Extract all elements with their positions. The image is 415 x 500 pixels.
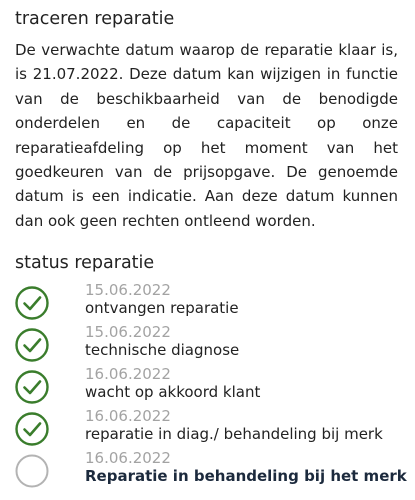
check-circle-icon (15, 412, 49, 446)
status-step-date: 16.06.2022 (85, 365, 171, 383)
repair-tracking-description: De verwachte datum waarop de reparatie klaar is, is 21.07.2022. Deze datum kan wijzigen in functie van de beschikbaarheid van de benodigde onderdelen en de capaciteit op onze reparatieafdeling op het moment van het goedkeuren van de prijsopgave. De genoemde datum is een indicatie. Aan deze datum kunnen dan ook geen rechten ontleend worden. (15, 41, 398, 230)
status-step-awaiting-approval (15, 366, 405, 408)
repair-status-title: status reparatie (15, 253, 155, 273)
repair-status-steps (15, 282, 405, 492)
status-step-label: Reparatie in behandeling bij het merk (85, 467, 407, 485)
empty-circle-icon (15, 454, 49, 488)
check-circle-icon (15, 370, 49, 404)
check-circle-icon (15, 286, 49, 320)
status-step-date: 15.06.2022 (85, 281, 171, 299)
status-step-label: wacht op akkoord klant (85, 383, 261, 401)
status-step-date: 16.06.2022 (85, 407, 171, 425)
status-step-label: reparatie in diag./ behandeling bij merk (85, 425, 383, 443)
status-step-at-brand-diagnosis (15, 408, 405, 450)
status-step-diagnosis (15, 324, 405, 366)
status-step-label: technische diagnose (85, 341, 240, 359)
status-step-label: ontvangen reparatie (85, 299, 239, 317)
check-circle-icon (15, 328, 49, 362)
repair-tracking-title: traceren reparatie (15, 9, 175, 29)
status-step-date: 16.06.2022 (85, 449, 171, 467)
status-step-in-treatment (15, 450, 405, 492)
status-step-received (15, 282, 405, 324)
status-step-date: 15.06.2022 (85, 323, 171, 341)
